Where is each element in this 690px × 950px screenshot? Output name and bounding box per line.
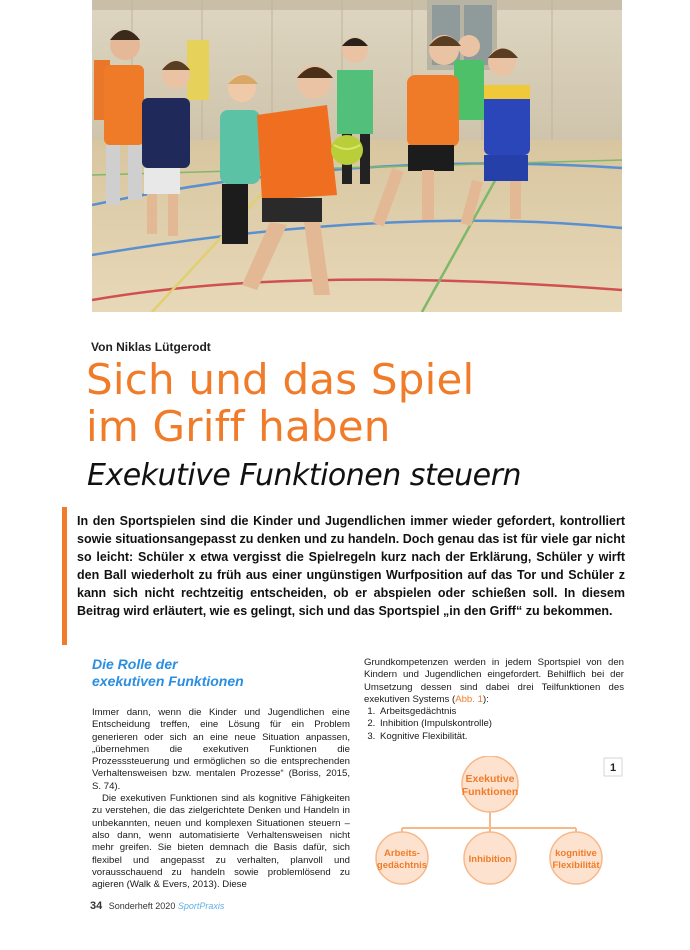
body-paragraph-1: Immer dann, wenn die Kinder und Jugendlichen eine Entscheidung treffen, eine Lösung für ein Problem generieren oder sich an eine neue Situation anpassen, „übernehmen die exekutiven Funktionen die Prozesssteuerung und ermöglichen so die entsprechenden Verhaltensweisen bzw. mentalen Prozesse“ (Boriss, 2015, S. 74). — [92, 707, 350, 792]
body-paragraph-3-text: Grundkompetenzen werden in jedem Sportspiel von den Kindern und Jugendlichen eingefordert. Behilflich bei der Umsetzung dessen sind dabei drei Teilfunktionen des exekutiven Systems ( — [364, 657, 624, 705]
node-right-label-2: Flexibilität — [552, 860, 600, 871]
hero-photo-illustration — [92, 0, 622, 312]
figure-diagram-svg — [364, 756, 626, 891]
byline: Von Niklas Lütgerodt — [91, 340, 211, 354]
issue-label: Sonderheft 2020 — [108, 901, 176, 911]
hero-photo — [92, 0, 622, 312]
body-paragraph-3-end: ): — [482, 693, 489, 705]
brand-label: SportPraxis — [177, 901, 225, 911]
article-title — [86, 356, 474, 450]
column-left — [92, 656, 350, 891]
body-paragraph-2: Die exekutiven Funktionen sind als kognitive Fähigkeiten zu verstehen, die das zielgerichtete Denken und Handeln in unbekannten, neuen und komplexen Situationen steuern – also dann, wenn automatisierte Verhaltensweisen nicht mehr greifen. Sie bieten demnach die Basis dafür, sich flexibel und angepasst zu verhalten, planvoll und vorausschauend zu handeln sowie problemlösend zu agieren (Walk & Evers, 2013). Diese — [92, 793, 350, 891]
node-top-label-2: Funktionen — [461, 786, 519, 798]
figure-reference-link[interactable]: Abb. 1 — [455, 693, 483, 705]
list-item: 2. Inhibition (Impulskontrolle) — [378, 718, 624, 730]
article-subtitle: Exekutive Funktionen steuern — [87, 458, 521, 493]
page-footer — [90, 900, 224, 912]
article-title-line-2: im Griff haben — [86, 402, 391, 451]
node-top-label-1: Exekutive — [465, 773, 515, 785]
lead-accent-bar — [62, 507, 67, 645]
section-heading — [92, 656, 350, 690]
column-right — [364, 657, 624, 743]
page-number: 34 — [90, 900, 103, 912]
subfunction-list — [364, 706, 624, 743]
body-paragraph-3 — [364, 657, 624, 706]
list-item: 1. Arbeitsgedächtnis — [378, 706, 624, 718]
lead-paragraph: In den Sportspielen sind die Kinder und Jugendlichen immer wieder gefordert, kontrolliert sowie situationsangepasst zu denken und zu handeln. Doch genau das ist für viele gar nicht so leicht: Schüler x etwa vergisst die Spielregeln kurz nach der Erklärung, Schüler y wirft den Ball wiederholt zu früh aus einer ungünstigen Wurfposition auf das Tor und Schüler z kann sich nicht rechtzeitig entscheiden, ob er abspielen oder schießen soll. In diesem Beitrag wird erläutert, wie es gelingt, sich und das Sportspiel „in den Griff“ zu bekommen. — [77, 514, 626, 618]
node-right-label-1: kognitive — [555, 848, 597, 859]
section-heading-line-2: exekutiven Funktionen — [92, 673, 244, 689]
figure-diagram — [364, 756, 626, 891]
article-title-line-1: Sich und das Spiel — [86, 355, 475, 404]
node-left-label-1: Arbeits- — [384, 848, 420, 859]
node-left-label-2: gedächtnis — [376, 860, 428, 871]
section-heading-line-1: Die Rolle der — [92, 656, 178, 672]
figure-number: 1 — [609, 762, 617, 774]
list-item: 3. Kognitive Flexibilität. — [378, 731, 624, 743]
node-middle-label: Inhibition — [468, 854, 512, 865]
